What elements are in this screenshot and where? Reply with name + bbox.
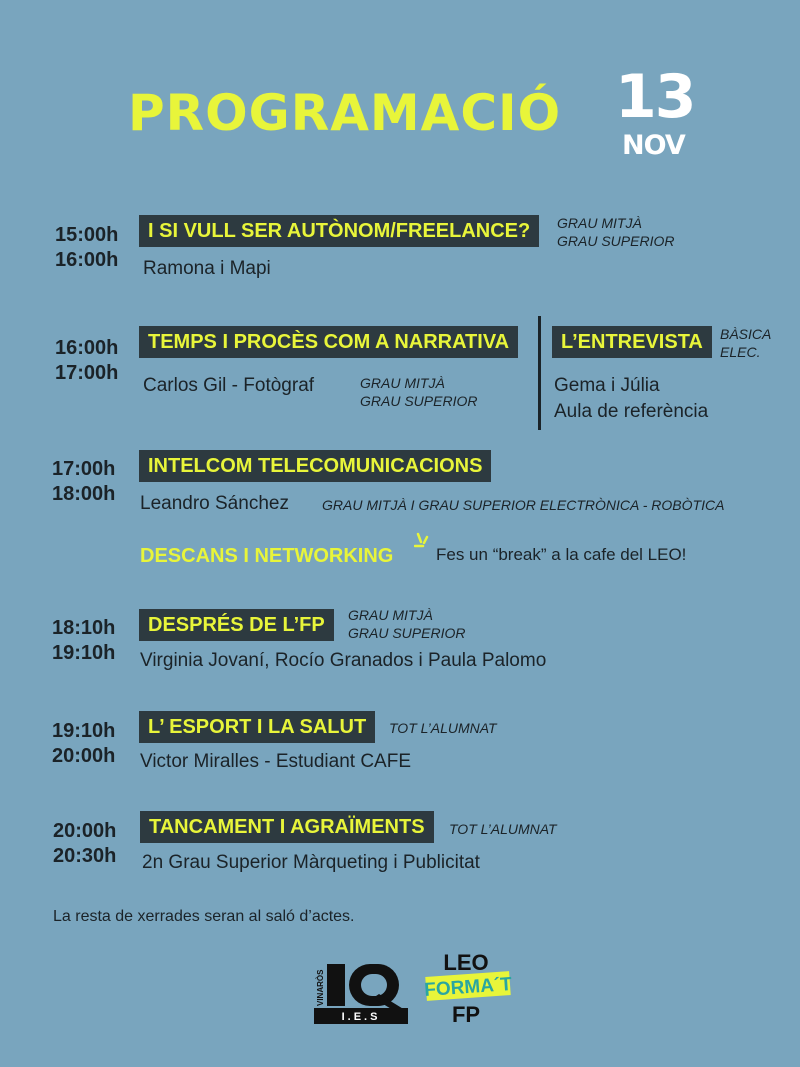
session-speaker: Victor Miralles - Estudiant CAFE	[140, 751, 412, 772]
parallel-session-speaker: Gema i Júlia	[554, 375, 660, 396]
session-level: GRAU MITJÀ	[360, 375, 445, 391]
session-level: GRAU SUPERIOR	[557, 233, 675, 249]
session-level: GRAU MITJÀ	[348, 607, 433, 623]
svg-text:FORMA´T: FORMA´T	[423, 973, 513, 1002]
session-speaker: 2n Grau Superior Màrqueting i Publicitat	[142, 852, 480, 873]
svg-text:VINARÒS: VINARÒS	[316, 969, 325, 1006]
session-level: GRAU MITJÀ	[557, 215, 642, 231]
session-title: I SI VULL SER AUTÒNOM/FREELANCE?	[139, 215, 539, 247]
session-title: DESPRÉS DE L’FP	[139, 609, 334, 641]
session-start-time: 20:00h	[53, 820, 117, 842]
svg-text:I.E.S: I.E.S	[341, 1011, 381, 1023]
session-end-time: 18:00h	[52, 483, 116, 505]
session-level: GRAU SUPERIOR	[360, 393, 478, 409]
session-start-time: 16:00h	[55, 337, 119, 359]
session-level: TOT L’ALUMNAT	[449, 821, 557, 837]
session-speaker: Ramona i Mapi	[143, 258, 271, 279]
date-day: 13	[615, 62, 695, 132]
session-start-time: 18:10h	[52, 617, 116, 639]
session-end-time: 20:00h	[52, 745, 116, 767]
page-title: PROGRAMACIÓ	[128, 84, 562, 142]
parallel-divider	[538, 316, 541, 430]
parallel-session-level: BÀSICA	[720, 326, 772, 342]
parallel-session-location: Aula de referència	[554, 401, 709, 422]
session-end-time: 16:00h	[55, 249, 119, 271]
break-text: Fes un “break” a la cafe del LEO!	[436, 545, 687, 564]
session-end-time: 19:10h	[52, 642, 116, 664]
session-end-time: 20:30h	[53, 845, 117, 867]
sparkle-icon	[414, 532, 436, 554]
session-speaker: Virginia Jovaní, Rocío Granados i Paula Palomo	[140, 650, 547, 671]
parallel-session-title: L’ENTREVISTA	[552, 326, 712, 358]
session-title: TEMPS I PROCÈS COM A NARRATIVA	[139, 326, 518, 358]
session-speaker: Carlos Gil - Fotògraf	[143, 375, 315, 396]
date-month: NOV	[622, 130, 685, 161]
leo-formate-fp-logo	[422, 948, 516, 1028]
session-end-time: 17:00h	[55, 362, 119, 384]
session-level: GRAU MITJÀ I GRAU SUPERIOR ELECTRÒNICA - ROBÒTICA	[322, 497, 725, 513]
session-start-time: 19:10h	[52, 720, 116, 742]
venue-note: La resta de xerrades seran al saló d’actes.	[53, 908, 355, 925]
break-title: DESCANS I NETWORKING	[140, 545, 394, 567]
svg-text:LEO: LEO	[443, 950, 489, 975]
session-start-time: 15:00h	[55, 224, 119, 246]
svg-text:FP: FP	[451, 1002, 481, 1027]
ies-vinaros-logo	[313, 960, 409, 1026]
session-speaker: Leandro Sánchez	[140, 493, 289, 514]
session-title: L’ ESPORT I LA SALUT	[139, 711, 375, 743]
session-start-time: 17:00h	[52, 458, 116, 480]
parallel-session-level: ELEC.	[720, 344, 761, 360]
session-level: TOT L’ALUMNAT	[389, 720, 497, 736]
session-level: GRAU SUPERIOR	[348, 625, 466, 641]
session-title: TANCAMENT I AGRAÏMENTS	[140, 811, 434, 843]
session-title: INTELCOM TELECOMUNICACIONS	[139, 450, 491, 482]
